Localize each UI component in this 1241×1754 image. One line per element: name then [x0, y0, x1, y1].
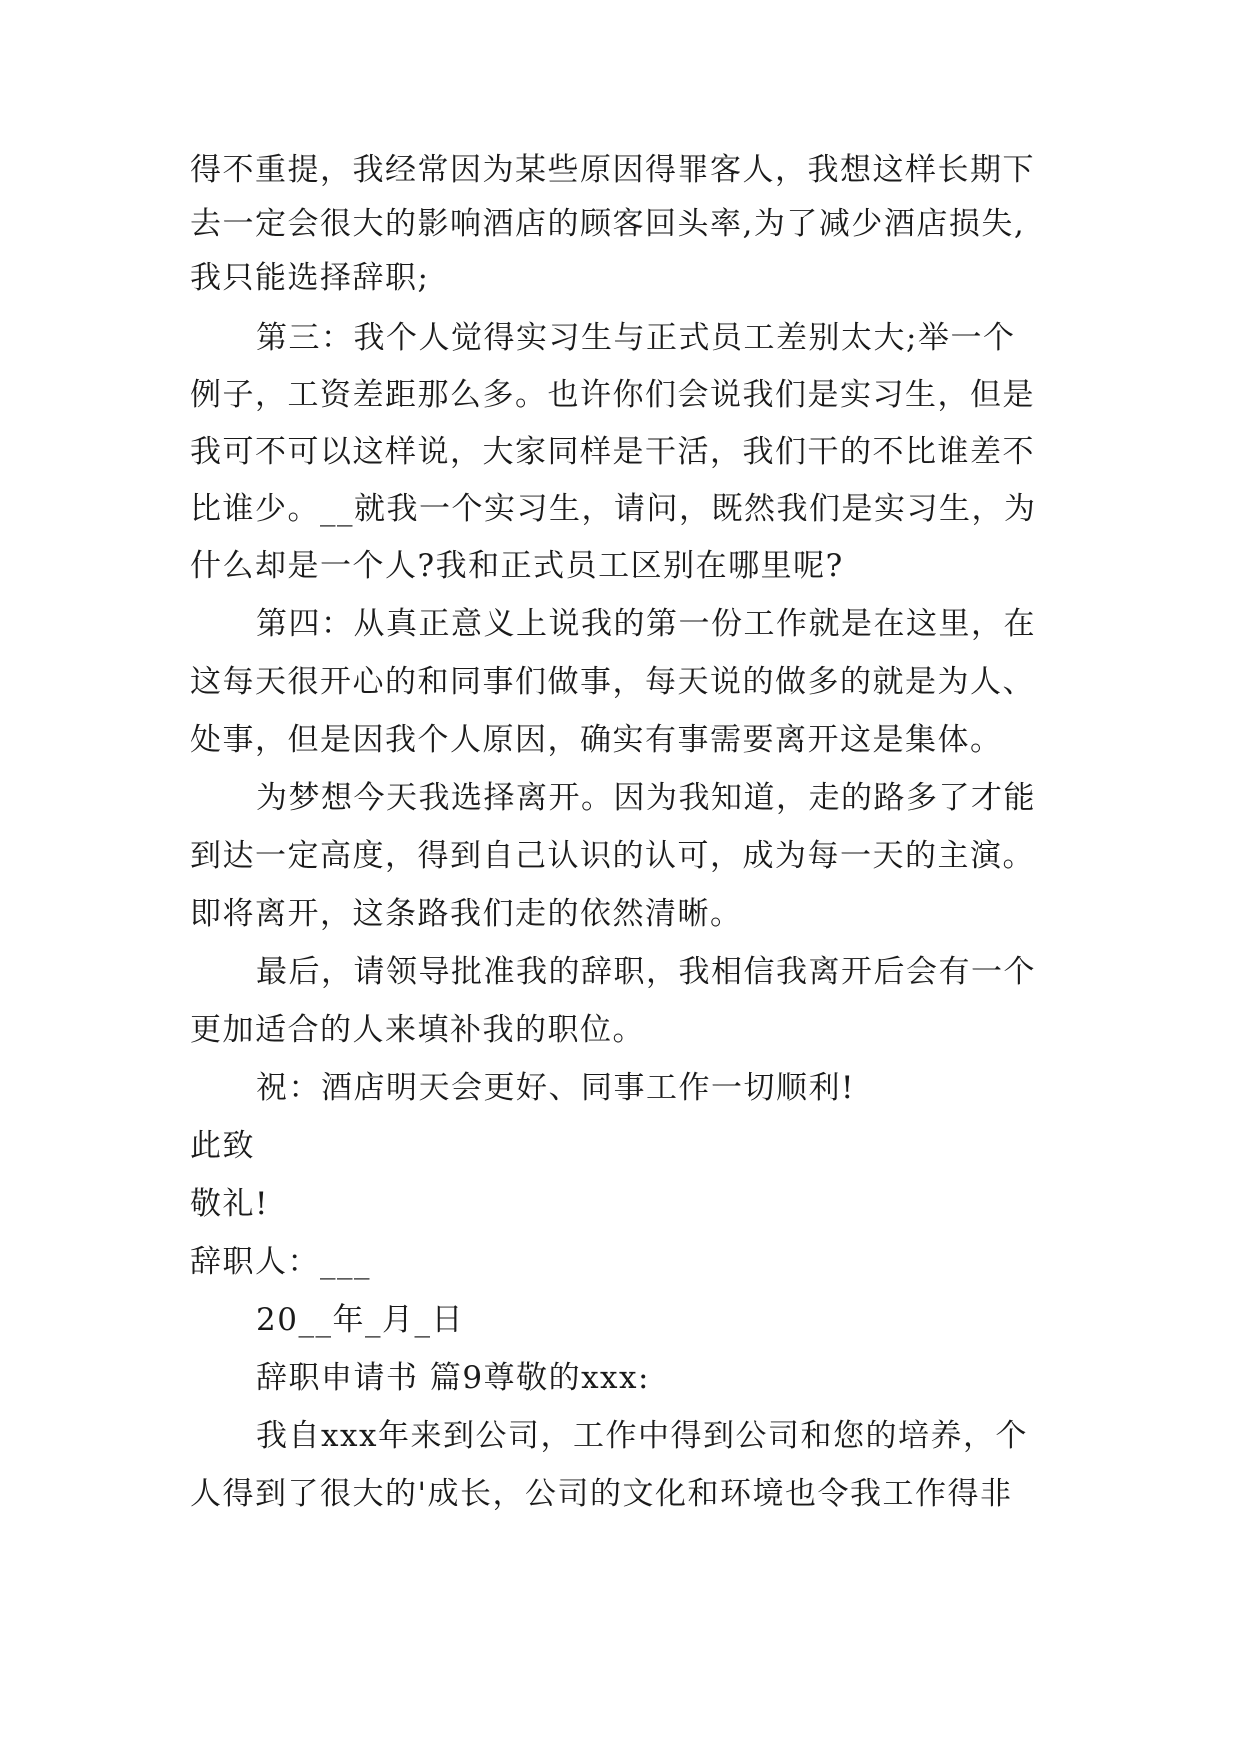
section-heading: 辞职申请书 篇9尊敬的xxx:: [256, 1360, 650, 1396]
text-line: 即将离开，这条路我们走的依然清晰。: [190, 896, 743, 932]
date-line: 20__年_月_日: [256, 1302, 464, 1338]
text-line: 去一定会很大的影响酒店的顾客回头率,为了减少酒店损失,: [190, 206, 1026, 242]
text-line: 最后，请领导批准我的辞职，我相信我离开后会有一个: [256, 954, 1036, 990]
text-line: 例子，工资差距那么多。也许你们会说我们是实习生，但是: [190, 377, 1035, 413]
text-line: 处事，但是因我个人原因，确实有事需要离开这是集体。: [190, 722, 1003, 758]
text-line: 我自xxx年来到公司，工作中得到公司和您的培养，个: [256, 1418, 1028, 1454]
text-line: 这每天很开心的和同事们做事，每天说的做多的就是为人、: [190, 664, 1035, 700]
text-line: 我可不可以这样说，大家同样是干活，我们干的不比谁差不: [190, 434, 1035, 470]
text-line: 祝：酒店明天会更好、同事工作一切顺利!: [256, 1070, 855, 1106]
text-line: 得不重提，我经常因为某些原因得罪客人，我想这样长期下: [190, 152, 1035, 188]
text-line: 第三：我个人觉得实习生与正式员工差别太大;举一个: [256, 320, 1016, 356]
text-line: 比谁少。__就我一个实习生，请问，既然我们是实习生，为: [190, 491, 1037, 527]
text-line: 更加适合的人来填补我的职位。: [190, 1012, 645, 1048]
text-line: 什么却是一个人?我和正式员工区别在哪里呢?: [190, 548, 844, 584]
text-line: 敬礼!: [190, 1186, 269, 1222]
text-line: 到达一定高度，得到自己认识的认可，成为每一天的主演。: [190, 838, 1035, 874]
text-line: 我只能选择辞职;: [190, 260, 430, 296]
text-line: 此致: [190, 1128, 255, 1164]
signature-line: 辞职人：___: [190, 1244, 371, 1280]
text-line: 第四：从真正意义上说我的第一份工作就是在这里，在: [256, 606, 1036, 642]
text-line: 为梦想今天我选择离开。因为我知道，走的路多了才能: [256, 780, 1036, 816]
text-line: 人得到了很大的'成长，公司的文化和环境也令我工作得非: [190, 1476, 1013, 1512]
